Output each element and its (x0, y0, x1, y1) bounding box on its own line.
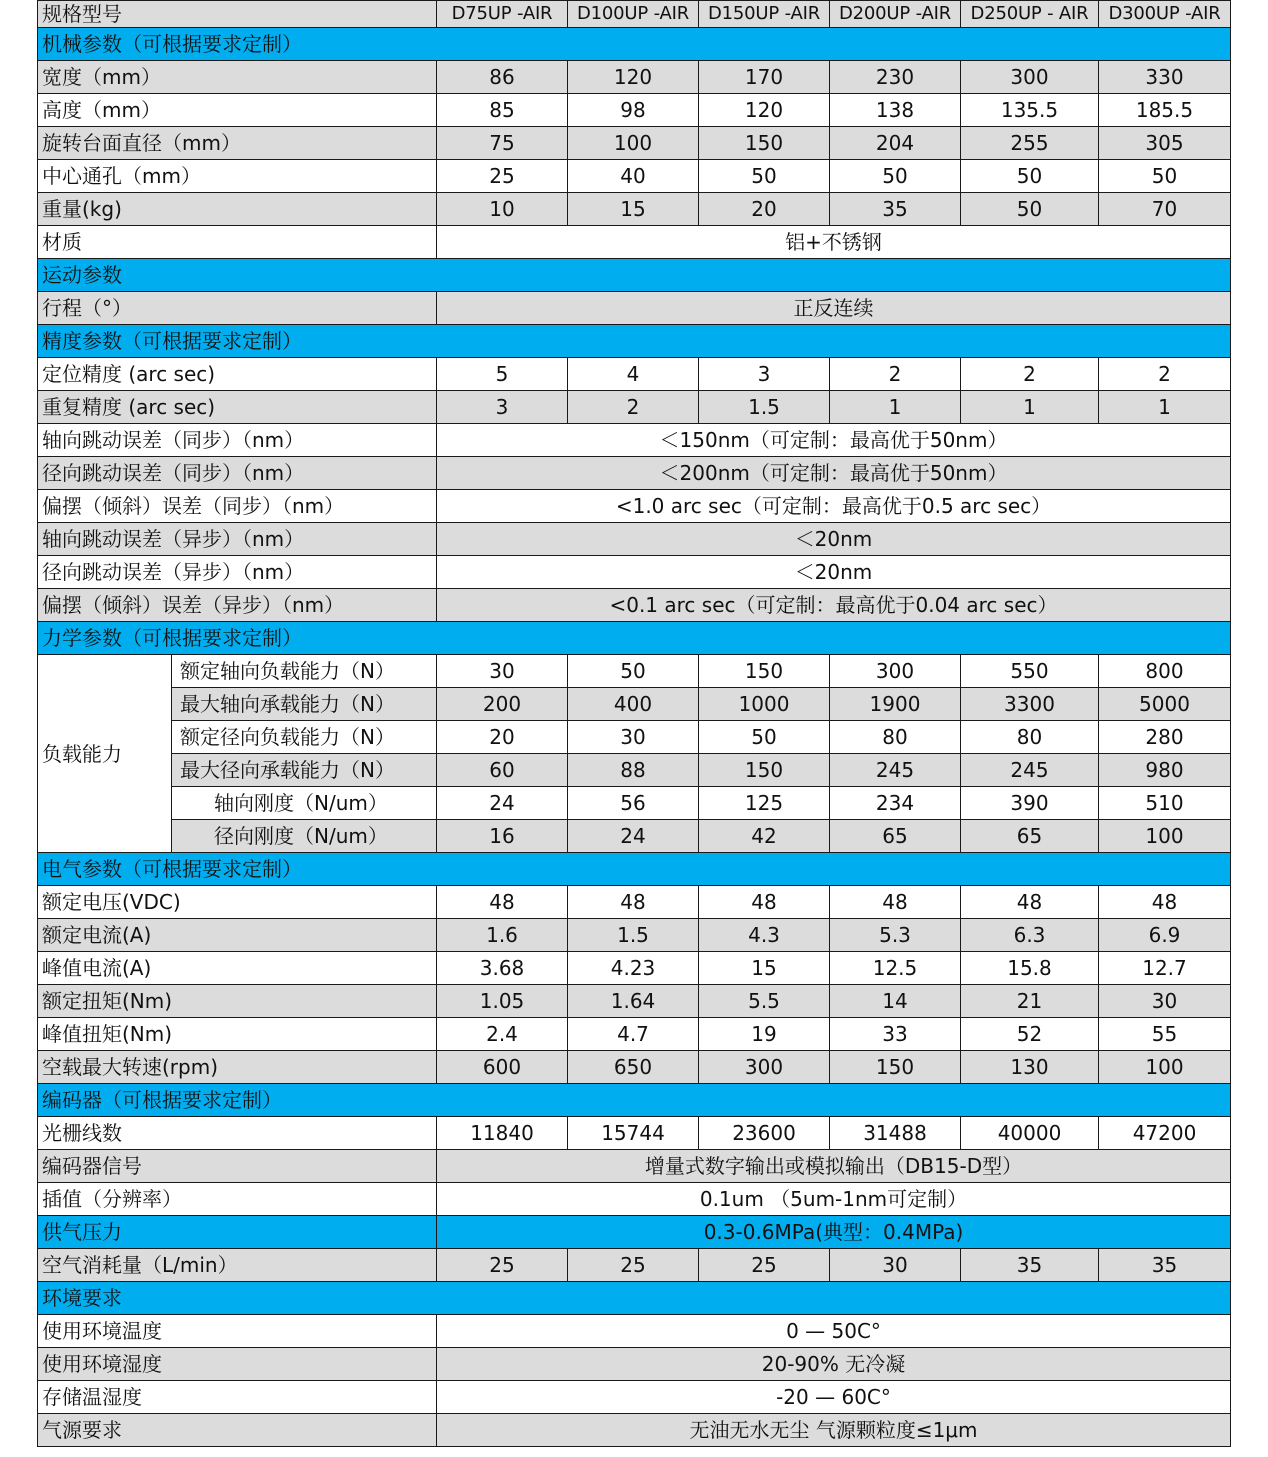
cell-value: 150 (699, 655, 830, 688)
cell-value: 25 (437, 160, 568, 193)
cell-value: 980 (1099, 754, 1231, 787)
cell-value: 305 (1099, 127, 1231, 160)
cell-value: 300 (961, 61, 1099, 94)
merged-value: -20 — 60C° (437, 1381, 1231, 1414)
cell-value: 48 (568, 886, 699, 919)
cell-value: 60 (437, 754, 568, 787)
section-title-mechanical: 机械参数（可根据要求定制） (38, 28, 1231, 61)
table-row (38, 820, 1231, 853)
model-header: D250UP - AIR (961, 1, 1099, 28)
section-title-motion: 运动参数 (38, 259, 1231, 292)
cell-value: 1.6 (437, 919, 568, 952)
merged-value: 正反连续 (437, 292, 1231, 325)
row-label: 重复精度 (arc sec) (38, 391, 437, 424)
row-label: 宽度（mm） (38, 61, 437, 94)
cell-value: 100 (1099, 820, 1231, 853)
section-row (38, 28, 1231, 61)
cell-value: 14 (830, 985, 961, 1018)
row-label: 空载最大转速(rpm) (38, 1051, 437, 1084)
section-row (38, 1216, 1231, 1249)
row-label: 径向跳动误差（同步）（nm） (38, 457, 437, 490)
row-label: 气源要求 (38, 1414, 437, 1447)
cell-value: 2 (830, 358, 961, 391)
merged-value: ＜200nm（可定制：最高优于50nm） (437, 457, 1231, 490)
cell-value: 5 (437, 358, 568, 391)
cell-value: 10 (437, 193, 568, 226)
table-row (38, 1018, 1231, 1051)
row-label: 峰值扭矩(Nm) (38, 1018, 437, 1051)
table-row (38, 160, 1231, 193)
cell-value: 50 (699, 160, 830, 193)
cell-value: 15.8 (961, 952, 1099, 985)
cell-value: 650 (568, 1051, 699, 1084)
cell-value: 5000 (1099, 688, 1231, 721)
cell-value: 125 (699, 787, 830, 820)
table-row (38, 1348, 1231, 1381)
cell-value: 50 (961, 193, 1099, 226)
table-row (38, 721, 1231, 754)
cell-value: 31488 (830, 1117, 961, 1150)
merged-value: <1.0 arc sec（可定制：最高优于0.5 arc sec） (437, 490, 1231, 523)
row-label: 径向跳动误差（异步）（nm） (38, 556, 437, 589)
model-header: D300UP -AIR (1099, 1, 1231, 28)
cell-value: 16 (437, 820, 568, 853)
cell-value: 21 (961, 985, 1099, 1018)
merged-value: 无油无水无尘 气源颗粒度≤1μm (437, 1414, 1231, 1447)
cell-value: 35 (1099, 1249, 1231, 1282)
row-label: 中心通孔（mm） (38, 160, 437, 193)
row-label: 编码器信号 (38, 1150, 437, 1183)
cell-value: 2 (568, 391, 699, 424)
row-label: 插值（分辨率） (38, 1183, 437, 1216)
cell-value: 50 (568, 655, 699, 688)
cell-value: 4.3 (699, 919, 830, 952)
row-label: 最大径向承载能力（N） (172, 754, 437, 787)
spec-table (37, 0, 1231, 1447)
section-title-electrical: 电气参数（可根据要求定制） (38, 853, 1231, 886)
table-row (38, 523, 1231, 556)
cell-value: 65 (961, 820, 1099, 853)
cell-value: 50 (961, 160, 1099, 193)
cell-value: 6.3 (961, 919, 1099, 952)
cell-value: 47200 (1099, 1117, 1231, 1150)
cell-value: 65 (830, 820, 961, 853)
cell-value: 120 (568, 61, 699, 94)
cell-value: 56 (568, 787, 699, 820)
row-label: 存储温湿度 (38, 1381, 437, 1414)
section-title-mechanics: 力学参数（可根据要求定制） (38, 622, 1231, 655)
table-row (38, 655, 1231, 688)
section-row (38, 325, 1231, 358)
cell-value: 1 (961, 391, 1099, 424)
row-label: 偏摆（倾斜）误差（异步）（nm） (38, 589, 437, 622)
table-row (38, 886, 1231, 919)
cell-value: 1.05 (437, 985, 568, 1018)
merged-value: 0.3-0.6MPa(典型：0.4MPa) (437, 1216, 1231, 1249)
cell-value: 330 (1099, 61, 1231, 94)
cell-value: 48 (699, 886, 830, 919)
cell-value: 24 (437, 787, 568, 820)
cell-value: 25 (568, 1249, 699, 1282)
row-label: 使用环境温度 (38, 1315, 437, 1348)
cell-value: 3300 (961, 688, 1099, 721)
row-label: 峰值电流(A) (38, 952, 437, 985)
cell-value: 5.5 (699, 985, 830, 1018)
merged-value: ＜20nm (437, 556, 1231, 589)
merged-value: 0.1um （5um-1nm可定制） (437, 1183, 1231, 1216)
table-row (38, 226, 1231, 259)
section-title-encoder: 编码器（可根据要求定制） (38, 1084, 1231, 1117)
cell-value: 40000 (961, 1117, 1099, 1150)
cell-value: 35 (830, 193, 961, 226)
table-row (38, 424, 1231, 457)
table-row (38, 1249, 1231, 1282)
cell-value: 200 (437, 688, 568, 721)
cell-value: 40 (568, 160, 699, 193)
table-row (38, 292, 1231, 325)
cell-value: 300 (699, 1051, 830, 1084)
cell-value: 55 (1099, 1018, 1231, 1051)
table-row (38, 1117, 1231, 1150)
cell-value: 6.9 (1099, 919, 1231, 952)
cell-value: 245 (961, 754, 1099, 787)
merged-value: ＜150nm（可定制：最高优于50nm） (437, 424, 1231, 457)
cell-value: 800 (1099, 655, 1231, 688)
cell-value: 75 (437, 127, 568, 160)
cell-value: 135.5 (961, 94, 1099, 127)
cell-value: 48 (830, 886, 961, 919)
cell-value: 48 (437, 886, 568, 919)
cell-value: 98 (568, 94, 699, 127)
table-row (38, 358, 1231, 391)
row-label: 额定电压(VDC) (38, 886, 437, 919)
cell-value: 86 (437, 61, 568, 94)
row-label: 行程（°） (38, 292, 437, 325)
cell-value: 255 (961, 127, 1099, 160)
cell-value: 4.23 (568, 952, 699, 985)
cell-value: 11840 (437, 1117, 568, 1150)
cell-value: 130 (961, 1051, 1099, 1084)
row-label: 使用环境湿度 (38, 1348, 437, 1381)
cell-value: 48 (961, 886, 1099, 919)
table-row (38, 1051, 1231, 1084)
row-label: 光栅线数 (38, 1117, 437, 1150)
table-row (38, 1150, 1231, 1183)
table-row (38, 1381, 1231, 1414)
cell-value: 1.5 (568, 919, 699, 952)
table-row (38, 1315, 1231, 1348)
model-header: D75UP -AIR (437, 1, 568, 28)
cell-value: 80 (830, 721, 961, 754)
row-label: 额定径向负载能力（N） (172, 721, 437, 754)
table-row (38, 952, 1231, 985)
cell-value: 48 (1099, 886, 1231, 919)
cell-value: 1.5 (699, 391, 830, 424)
cell-value: 20 (699, 193, 830, 226)
row-label: 材质 (38, 226, 437, 259)
cell-value: 230 (830, 61, 961, 94)
cell-value: 204 (830, 127, 961, 160)
table-row (38, 457, 1231, 490)
cell-value: 150 (699, 127, 830, 160)
cell-value: 1 (1099, 391, 1231, 424)
cell-value: 24 (568, 820, 699, 853)
row-label: 轴向跳动误差（同步）（nm） (38, 424, 437, 457)
table-row (38, 94, 1231, 127)
merged-value: <0.1 arc sec（可定制：最高优于0.04 arc sec） (437, 589, 1231, 622)
cell-value: 3 (699, 358, 830, 391)
cell-value: 2.4 (437, 1018, 568, 1051)
section-row (38, 1282, 1231, 1315)
table-row (38, 490, 1231, 523)
row-label: 径向刚度（N/um） (172, 820, 437, 853)
table-row (38, 127, 1231, 160)
cell-value: 1 (830, 391, 961, 424)
table-row (38, 754, 1231, 787)
cell-value: 30 (830, 1249, 961, 1282)
cell-value: 300 (830, 655, 961, 688)
model-header: D150UP -AIR (699, 1, 830, 28)
cell-value: 80 (961, 721, 1099, 754)
table-row (38, 919, 1231, 952)
table-row (38, 556, 1231, 589)
section-title-environment: 环境要求 (38, 1282, 1231, 1315)
cell-value: 1.64 (568, 985, 699, 1018)
cell-value: 2 (961, 358, 1099, 391)
cell-value: 510 (1099, 787, 1231, 820)
header-row (38, 1, 1231, 28)
table-row (38, 1414, 1231, 1447)
model-header: D100UP -AIR (568, 1, 699, 28)
cell-value: 30 (1099, 985, 1231, 1018)
cell-value: 1900 (830, 688, 961, 721)
table-row (38, 193, 1231, 226)
row-label: 空气消耗量（L/min） (38, 1249, 437, 1282)
cell-value: 234 (830, 787, 961, 820)
cell-value: 25 (699, 1249, 830, 1282)
cell-value: 33 (830, 1018, 961, 1051)
cell-value: 550 (961, 655, 1099, 688)
row-label: 供气压力 (38, 1216, 437, 1249)
cell-value: 4.7 (568, 1018, 699, 1051)
cell-value: 85 (437, 94, 568, 127)
row-label: 额定轴向负载能力（N） (172, 655, 437, 688)
cell-value: 1000 (699, 688, 830, 721)
header-label: 规格型号 (38, 1, 437, 28)
cell-value: 120 (699, 94, 830, 127)
cell-value: 390 (961, 787, 1099, 820)
cell-value: 52 (961, 1018, 1099, 1051)
table-row (38, 688, 1231, 721)
row-label: 额定电流(A) (38, 919, 437, 952)
cell-value: 50 (699, 721, 830, 754)
cell-value: 400 (568, 688, 699, 721)
cell-value: 15744 (568, 1117, 699, 1150)
cell-value: 3 (437, 391, 568, 424)
model-header: D200UP -AIR (830, 1, 961, 28)
cell-value: 15 (568, 193, 699, 226)
merged-value: 0 — 50C° (437, 1315, 1231, 1348)
row-label: 轴向刚度（N/um） (172, 787, 437, 820)
cell-value: 88 (568, 754, 699, 787)
section-row (38, 1084, 1231, 1117)
cell-value: 280 (1099, 721, 1231, 754)
cell-value: 185.5 (1099, 94, 1231, 127)
cell-value: 138 (830, 94, 961, 127)
row-label: 重量(kg) (38, 193, 437, 226)
merged-value: 增量式数字输出或模拟输出（DB15-D型） (437, 1150, 1231, 1183)
table-row (38, 61, 1231, 94)
cell-value: 150 (699, 754, 830, 787)
cell-value: 42 (699, 820, 830, 853)
cell-value: 3.68 (437, 952, 568, 985)
cell-value: 30 (568, 721, 699, 754)
merged-value: 铝+不锈钢 (437, 226, 1231, 259)
merged-value: 20-90% 无冷凝 (437, 1348, 1231, 1381)
row-label: 轴向跳动误差（异步）（nm） (38, 523, 437, 556)
cell-value: 15 (699, 952, 830, 985)
cell-value: 4 (568, 358, 699, 391)
cell-value: 170 (699, 61, 830, 94)
row-label: 额定扭矩(Nm) (38, 985, 437, 1018)
table-row (38, 787, 1231, 820)
cell-value: 245 (830, 754, 961, 787)
cell-value: 25 (437, 1249, 568, 1282)
row-label: 定位精度 (arc sec) (38, 358, 437, 391)
cell-value: 20 (437, 721, 568, 754)
cell-value: 50 (1099, 160, 1231, 193)
merged-value: ＜20nm (437, 523, 1231, 556)
section-row (38, 259, 1231, 292)
table-row (38, 985, 1231, 1018)
cell-value: 35 (961, 1249, 1099, 1282)
section-row (38, 853, 1231, 886)
cell-value: 50 (830, 160, 961, 193)
cell-value: 600 (437, 1051, 568, 1084)
row-label: 高度（mm） (38, 94, 437, 127)
cell-value: 5.3 (830, 919, 961, 952)
section-title-precision: 精度参数（可根据要求定制） (38, 325, 1231, 358)
cell-value: 150 (830, 1051, 961, 1084)
cell-value: 70 (1099, 193, 1231, 226)
cell-value: 30 (437, 655, 568, 688)
cell-value: 100 (1099, 1051, 1231, 1084)
cell-value: 100 (568, 127, 699, 160)
cell-value: 12.5 (830, 952, 961, 985)
row-label: 旋转台面直径（mm） (38, 127, 437, 160)
cell-value: 19 (699, 1018, 830, 1051)
table-row (38, 589, 1231, 622)
cell-value: 2 (1099, 358, 1231, 391)
table-row (38, 391, 1231, 424)
load-group-label: 负载能力 (38, 655, 172, 853)
row-label: 最大轴向承载能力（N） (172, 688, 437, 721)
cell-value: 23600 (699, 1117, 830, 1150)
cell-value: 12.7 (1099, 952, 1231, 985)
table-row (38, 1183, 1231, 1216)
section-row (38, 622, 1231, 655)
row-label: 偏摆（倾斜）误差（同步）（nm） (38, 490, 437, 523)
